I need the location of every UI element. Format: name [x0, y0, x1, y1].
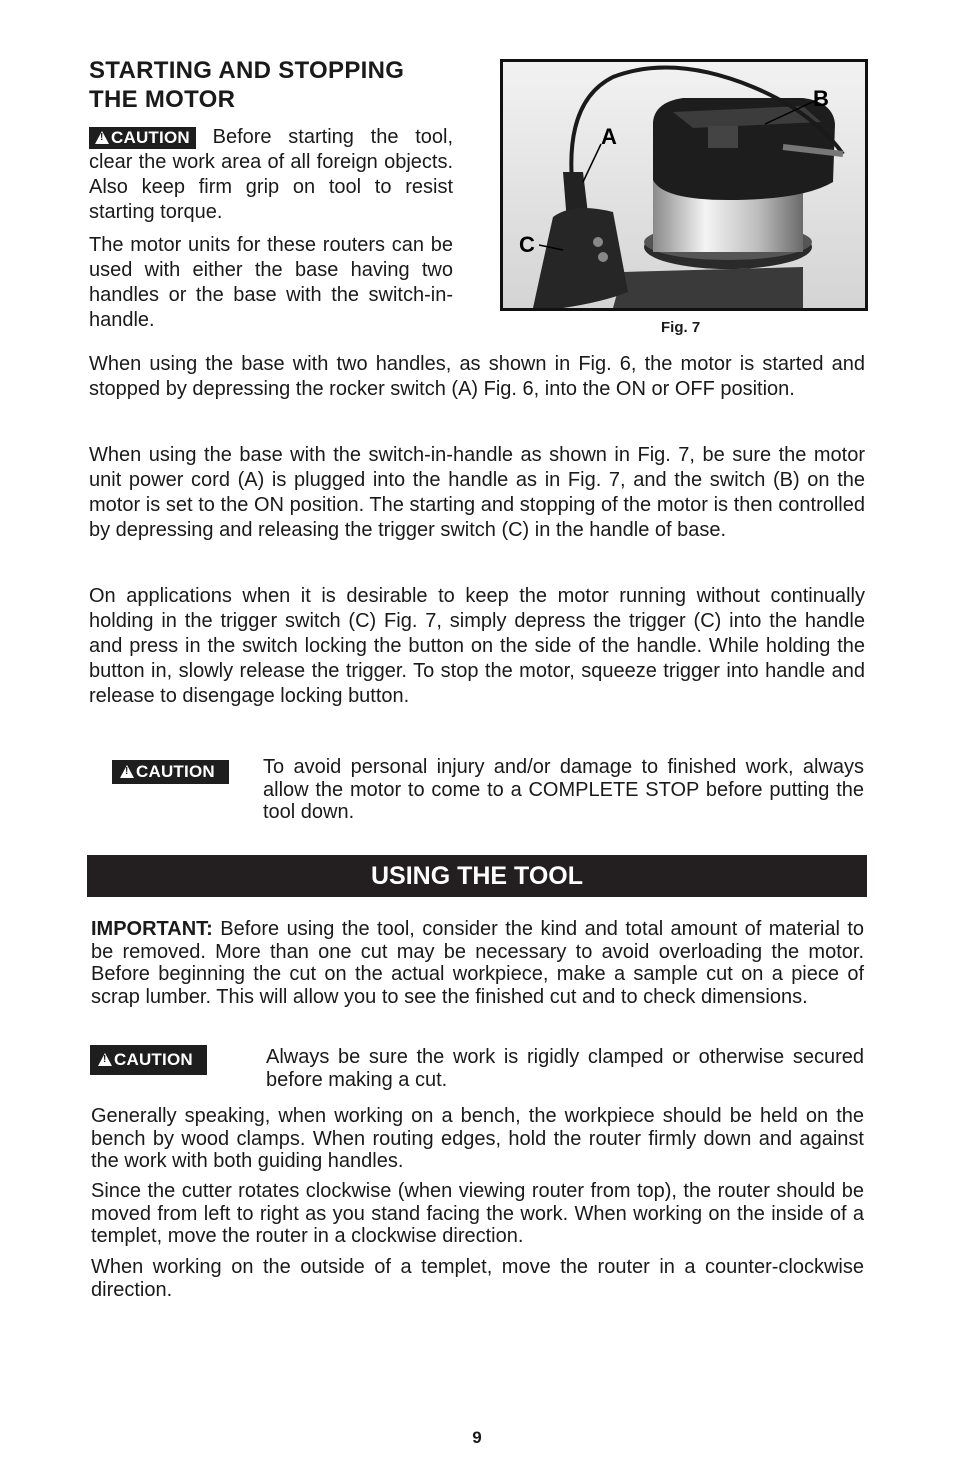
caution-paragraph	[89, 125, 453, 225]
paragraph-bench-clamps: Generally speaking, when working on a bench, the workpiece should be held on the bench by wood clamps. When routing edges, hold the router firmly down and against the work with both guiding handles.	[91, 1105, 864, 1172]
caution-text-3: Always be sure the work is rigidly clamped or otherwise secured before making a cut.	[266, 1046, 864, 1091]
important-paragraph	[91, 918, 864, 1008]
figure-caption: Fig. 7	[661, 319, 701, 336]
caution-text: Before starting the tool, clear the work area of all foreign objects. Also keep firm grip on tool to resist starting torque.	[89, 126, 453, 223]
router-illustration	[503, 62, 865, 308]
intro-paragraph: The motor units for these routers can be used with either the base having two handles or the base with the switch-in-handle.	[89, 234, 453, 331]
page-number: 9	[472, 1428, 482, 1447]
figure-label-b: B	[813, 86, 829, 111]
important-label: IMPORTANT:	[91, 918, 213, 940]
paragraph-two-handles: When using the base with two handles, as shown in Fig. 6, the motor is started and stopped by depressing the rocker switch (A) Fig. 6, into the ON or OFF position.	[89, 353, 865, 400]
paragraph-locking-button: On applications when it is desirable to keep the motor running without continually holding in the trigger switch (C) Fig. 7, simply depress the trigger (C) into the handle and press in the switch locking the button on the side of the handle. While holding the button in, slowly release the trigger. To stop the motor, squeeze trigger into handle and release to disengage locking button.	[89, 585, 865, 707]
figure-label-c: C	[519, 232, 535, 257]
warning-icon	[120, 765, 134, 778]
caution-badge-2: !CAUTION	[112, 760, 229, 784]
caution-badge-3: !CAUTION	[90, 1045, 207, 1075]
warning-icon	[98, 1053, 112, 1066]
warning-icon	[95, 131, 109, 144]
paragraph-outside-templet: When working on the outside of a templet, move the router in a counter-clockwise direction.	[91, 1256, 864, 1301]
section-banner-using-the-tool: USING THE TOOL	[87, 855, 867, 897]
paragraph-switch-in-handle: When using the base with the switch-in-handle as shown in Fig. 7, be sure the motor unit power cord (A) is plugged into the handle as in Fig. 7, and the switch (B) on the motor is set to the ON position. The starting and stopping of the motor is then controlled by depressing and releasing the trigger switch (C) in the handle of base.	[89, 444, 865, 541]
caution-badge: !CAUTION	[89, 127, 196, 149]
section-title-starting-stopping: STARTING AND STOPPING THE MOTOR	[89, 57, 405, 113]
paragraph-cutter-rotation: Since the cutter rotates clockwise (when viewing router from top), the router should be moved from left to right as you stand facing the work. When working on the inside of a templet, move the router in a clockwise direction.	[91, 1180, 864, 1247]
figure-label-a: A	[601, 124, 617, 149]
figure-7-router-photo	[500, 59, 868, 311]
important-text: Before using the tool, consider the kind and total amount of material to be removed. More than one cut may be necessary to avoid overloading the motor. Before beginning the cut on the actual workpiece, make a sample cut on a piece of scrap lumber. This will allow you to see the finished cut and to check dimensions.	[91, 918, 864, 1008]
caution-text-2: To avoid personal injury and/or damage to finished work, always allow the motor to come to a COMPLETE STOP before putting the tool down.	[263, 756, 864, 823]
